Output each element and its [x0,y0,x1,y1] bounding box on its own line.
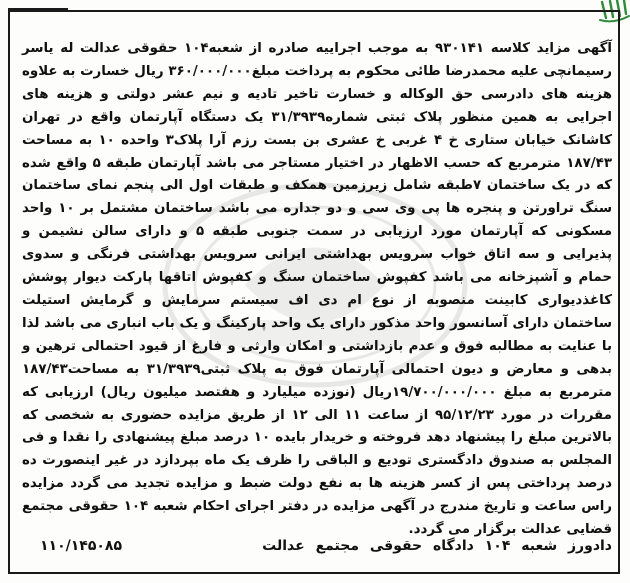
frame-top-tab [8,0,68,10]
notice-body-text: آگهی مزاید کلاسه ۹۳۰۱۴۱ به موجب اجراییه صادره از شعبه۱۰۴ حقوقی عدالت له یاسر رسیمانچی علیه محمدرضا طائی محکوم به پرداخت مبلغ۳۶۰/۰۰۰/۰۰۰ ریال خسارت به علاوه هزینه های دادرسی حق الوکاله و خسارت تاخیر تادیه و نیم عشر دولتی و هزینه های اجرایی به همین منظور پلاک ثبتی شماره۳۱/۳۹۳۹ یک دستگاه آپارتمان واقع در تهران کاشانک خیابان ستاری خ ۴ غربی خ عشری بن بست رزم آرا پلاک۳ واحده ۱۰ به مساحت ۱۸۷/۴۳ مترمربع که حسب الاظهار در اختیار مستاجر می باشد آپارتمان طبقه ۵ واقع شده که در یک ساختمان ۷طبقه شامل زیرزمین همکف و طبقات اول الی پنجم نمای ساختمان سنگ تراورتن و پنجره ها پی وی سی و دو جداره می باشد ساختمان مشتمل بر ۱۰ واحد مسکونی که آپارتمان مورد ارزیابی در سمت جنوبی طبقه ۵ و دارای سالن نشیمن و پذیرایی و سه اتاق خواب سرویس بهداشتی ایرانی سرویس بهداشتی فرنگی و سدوی حمام و آشپزخانه می باشد کفپوش ساختمان سنگ و کفپوش اتاقها پارکت دیوار پوشش کاغذدیواری کابینت منصوبه از نوع ام دی اف سیستم سرمایش و گرمایش استیلت ساختمان دارای آسانسور واحد مذکور دارای یک واحد پارکینگ و یک باب انباری می باشد لذا با عنایت به مطالبه فوق و عدم بازداشتی و امکان وارثی و فارغ از قیود احتمالی ترهین و بدهی و معارض و دیون احتمالی آپارتمان فوق به پلاک ثبتی۳۱/۳۹۳۹ به مساحت۱۸۷/۴۳ مترمربع به مبلغ ۱۹/۷۰۰/۰۰۰/۰۰۰ریال (نوزده میلیارد و هفتصد میلیون ریال) ارزیابی که مقررات در مورد ۹۵/۱۲/۲۳ از ساعت ۱۱ الی ۱۲ از طریق مزایده حضوری به شخصی که بالاترین مبلغ را پیشنهاد دهد فروخته و خریدار بایده ۱۰ درصد مبلغ پیشنهادی را نقدا و فی المجلس به صندوق دادگستری تودیع و الباقی را ظرف یک ماه بپردازد در غیر اینصورت ده درصد پرداختی پس از کسر هزینه ها به نفع دولت ضبط و مزایده تجدید می گردد مزایده راس ساعت و تاریخ مندرج در آگهی مزایده در دفتر اجرای احکام شعبه ۱۰۴ حقوقی مجتمع قضایی عدالت برگزار می گردد. [22,41,613,538]
notice-footer [22,538,612,562]
reference-number: ۱۱۰/۱۴۵۰۸۵ [40,538,123,554]
signature-line: دادورز شعبه ۱۰۴ دادگاه حقوقی مجتمع عدالت [262,538,612,554]
